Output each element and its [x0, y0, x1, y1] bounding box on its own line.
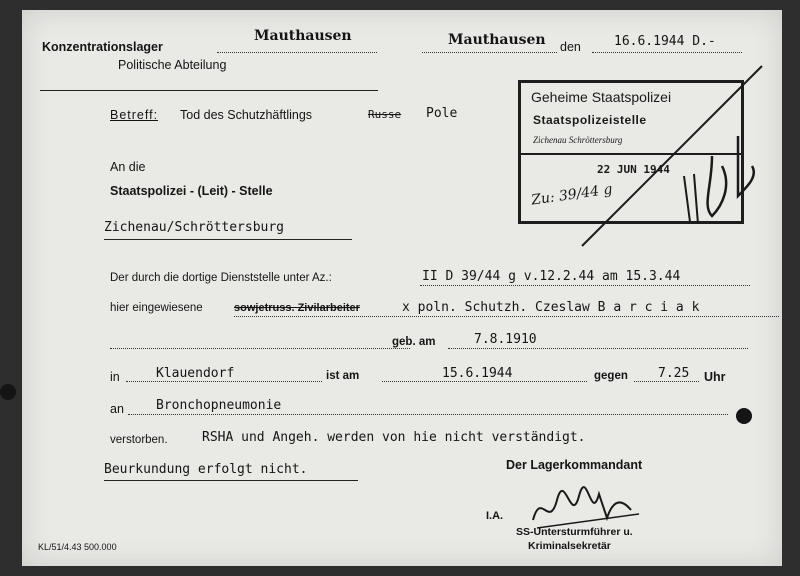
birth-leading-line — [110, 348, 410, 349]
subject-text: Tod des Schutzhäftlings — [180, 108, 313, 122]
death-time-line — [634, 381, 699, 382]
recipient-city: Zichenau/Schröttersburg — [104, 220, 285, 235]
document-sheet — [22, 10, 782, 566]
department-label: Politische Abteilung — [118, 58, 227, 72]
on-behalf-label: I.A. — [486, 510, 504, 522]
stamp-city: Zichenau Schröttersburg — [533, 135, 623, 145]
admitted-prefix: hier eingewiesene — [110, 302, 203, 314]
death-date: 15.6.1944 — [442, 366, 513, 381]
reference-prefix: Der durch die dortige Dienststelle unter Az.: — [110, 272, 332, 284]
subject-label: Betreff: — [110, 108, 159, 122]
commandant-title: Der Lagerkommandant — [506, 458, 643, 472]
recipient-city-line — [104, 239, 352, 240]
recipient-salutation: An die — [110, 160, 146, 174]
death-time: 7.25 — [658, 366, 690, 381]
born-label: geb. am — [392, 336, 436, 348]
stamp-received-date: 22 JUN 1944 — [597, 163, 670, 176]
signatory-rank: SS-Untersturmführer u. — [516, 526, 633, 538]
place-line — [422, 52, 557, 53]
camp-type-label: Konzentrationslager — [42, 40, 163, 54]
letter-date: 16.6.1944 D.- — [614, 34, 716, 49]
birth-date-line — [448, 348, 748, 349]
date-prefix: den — [560, 40, 581, 54]
stamp-handwritten-ref: Zu: 39/44 g — [530, 181, 614, 209]
punch-hole-right — [736, 408, 752, 424]
notification-note: RSHA und Angeh. werden von hie nicht verständigt. — [202, 430, 586, 445]
prisoner-line — [234, 316, 779, 317]
cause-of-death: Bronchopneumonie — [156, 398, 282, 413]
camp-name: Mauthausen — [254, 28, 352, 44]
subject-nationality: Pole — [426, 106, 458, 121]
death-date-line — [382, 381, 587, 382]
in-label: in — [110, 370, 120, 384]
reference-line — [420, 285, 750, 286]
certification-line — [104, 480, 358, 481]
reference-number: II D 39/44 g v.12.2.44 am 15.3.44 — [422, 269, 681, 284]
signatory-position: Kriminalsekretär — [528, 540, 611, 552]
time-unit: Uhr — [704, 370, 726, 384]
cause-line — [128, 414, 728, 415]
handwritten-marks — [562, 46, 782, 266]
time-label: gegen — [594, 370, 628, 382]
recipient-agency: Staatspolizei - (Leit) - Stelle — [110, 184, 273, 198]
birth-place: Klauendorf — [156, 366, 235, 381]
cause-label: an — [110, 402, 124, 416]
birth-place-line — [126, 381, 322, 382]
punch-hole-left — [0, 384, 16, 400]
certification-note: Beurkundung erfolgt nicht. — [104, 462, 308, 477]
stamp-agency: Geheime Staatspolizei — [531, 89, 672, 105]
prisoner-name: x poln. Schutzh. Czeslaw B a r c i a k — [402, 300, 700, 315]
camp-name-line — [217, 52, 377, 53]
place-name: Mauthausen — [448, 32, 546, 48]
struck-category: sowjetruss. Zivilarbeiter — [234, 302, 360, 314]
died-label: verstorben. — [110, 434, 168, 446]
header-rule — [40, 90, 378, 91]
birth-date: 7.8.1910 — [474, 332, 537, 347]
died-on-label: ist am — [326, 370, 360, 382]
subject-struck: Russe — [368, 108, 402, 121]
stamp-office: Staatspolizeistelle — [533, 113, 647, 127]
form-code: KL/51/4.43 500.000 — [38, 542, 117, 552]
